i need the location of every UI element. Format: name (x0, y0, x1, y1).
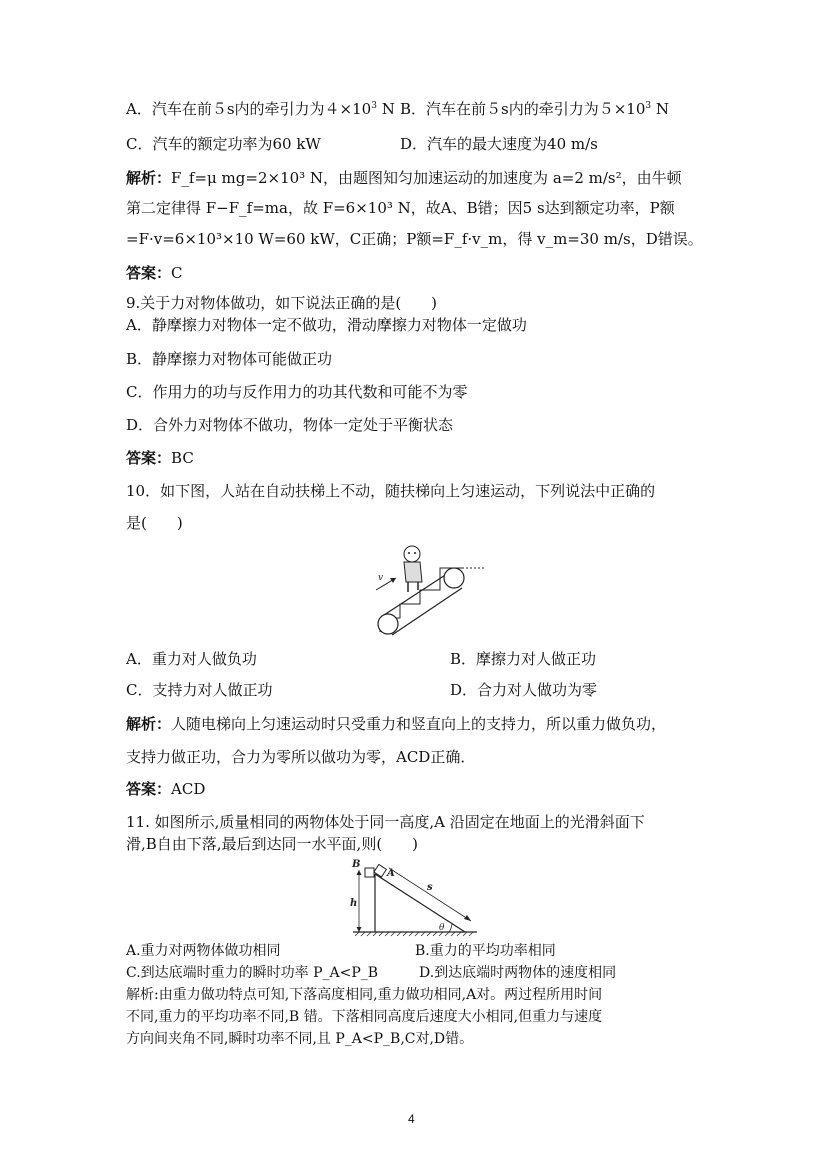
analysis-label: 解析： (126, 169, 172, 187)
q9-stem: 9.关于力对物体做功，如下说法正确的是( ) (126, 294, 438, 312)
q8-answer: 答案：C (126, 264, 183, 282)
q11-analysis-line-2: 不同,重力的平均功率不同,B 错。下落相同高度后速度大小相同,但重力与速度 (126, 1009, 603, 1025)
q11-analysis-line-3: 方向间夹角不同,瞬时功率不同,且 P_A<P_B,C对,D错。 (126, 1031, 474, 1047)
q8-option-a: A．汽车在前５s内的牵引力为$4\times 10^3$ N (126, 100, 395, 118)
q11-option-b: B.重力的平均功率相同 (415, 943, 556, 959)
page-number: 4 (408, 1112, 415, 1126)
q11-stem-line-1: 11. 如图所示,质量相同的两物体处于同一高度,A 沿固定在地面上的光滑斜面下 (126, 813, 645, 831)
label-a: A (387, 868, 395, 879)
person-icon (404, 546, 422, 592)
q8-analysis-line-2: 第二定律得 F−F_f=ma，故 F=6×10³ N，故A、B错；因5 s达到额定功率，P额 (126, 199, 675, 217)
q10-option-c: C．支持力对人做正功 (126, 681, 273, 699)
q10-option-b: B．摩擦力对人做正功 (450, 650, 597, 668)
q9-option-d: D．合外力对物体不做功，物体一定处于平衡状态 (126, 416, 454, 434)
label-b: B (352, 859, 361, 870)
label-h: h (350, 898, 358, 909)
q10-analysis-line-2: 支持力做正功，合力为零所以做功为零，ACD正确． (126, 748, 476, 766)
q8-analysis-line-1: 解析：F_f=μ mg=2×10³ N，由题图知匀加速运动的加速度为 a=2 m/s²，由牛顿 (126, 169, 682, 187)
q8-option-d: D．汽车的最大速度为40 m/s (400, 135, 598, 153)
escalator-figure (370, 540, 490, 640)
q10-analysis-line-1: 解析：人随电梯向上匀速运动时只受重力和竖直向上的支持力，所以重力做负功， (126, 715, 667, 733)
q10-stem-line-2: 是( ) (126, 514, 183, 532)
q11-option-c: C.到达底端时重力的瞬时功率 P_A<P_B (126, 965, 379, 981)
q8-option-b: B．汽车在前５s内的牵引力为$5\times 10^3$ N (400, 100, 670, 118)
q11-stem-line-2: 滑,B自由下落,最后到达同一水平面,则( ) (126, 835, 419, 853)
q11-option-a: A.重力对两物体做功相同 (126, 943, 281, 959)
q9-option-c: C．作用力的功与反作用力的功其代数和可能不为零 (126, 383, 468, 401)
q10-option-d: D．合力对人做功为零 (450, 681, 598, 699)
q10-answer: 答案：ACD (126, 780, 206, 798)
q8-analysis-line-3: =F·v=6×10³×10 W=60 kW，C正确；P额=F_f·v_m，得 v_m=30 m/s，D错误。 (126, 230, 703, 248)
q10-option-a: A．重力对人做负功 (126, 650, 257, 668)
q9-answer: 答案：BC (126, 449, 194, 467)
q10-stem-line-1: 10．如下图，人站在自动扶梯上不动，随扶梯向上匀速运动，下列说法中正确的 (126, 482, 656, 500)
label-theta: θ (439, 923, 445, 933)
label-s: s (427, 882, 433, 893)
velocity-label: v (378, 573, 384, 583)
q8-option-c: C．汽车的额定功率为60 kW (126, 135, 321, 153)
q9-option-a: A．静摩擦力对物体一定不做功，滑动摩擦力对物体一定做功 (126, 316, 527, 334)
q11-analysis-line-1: 解析:由重力做功特点可知,下落高度相同,重力做功相同,A对。两过程所用时间 (126, 987, 603, 1003)
q11-option-d: D.到达底端时两物体的速度相同 (419, 965, 617, 981)
incline-figure (345, 856, 485, 940)
q9-option-b: B．静摩擦力对物体可能做正功 (126, 350, 333, 368)
